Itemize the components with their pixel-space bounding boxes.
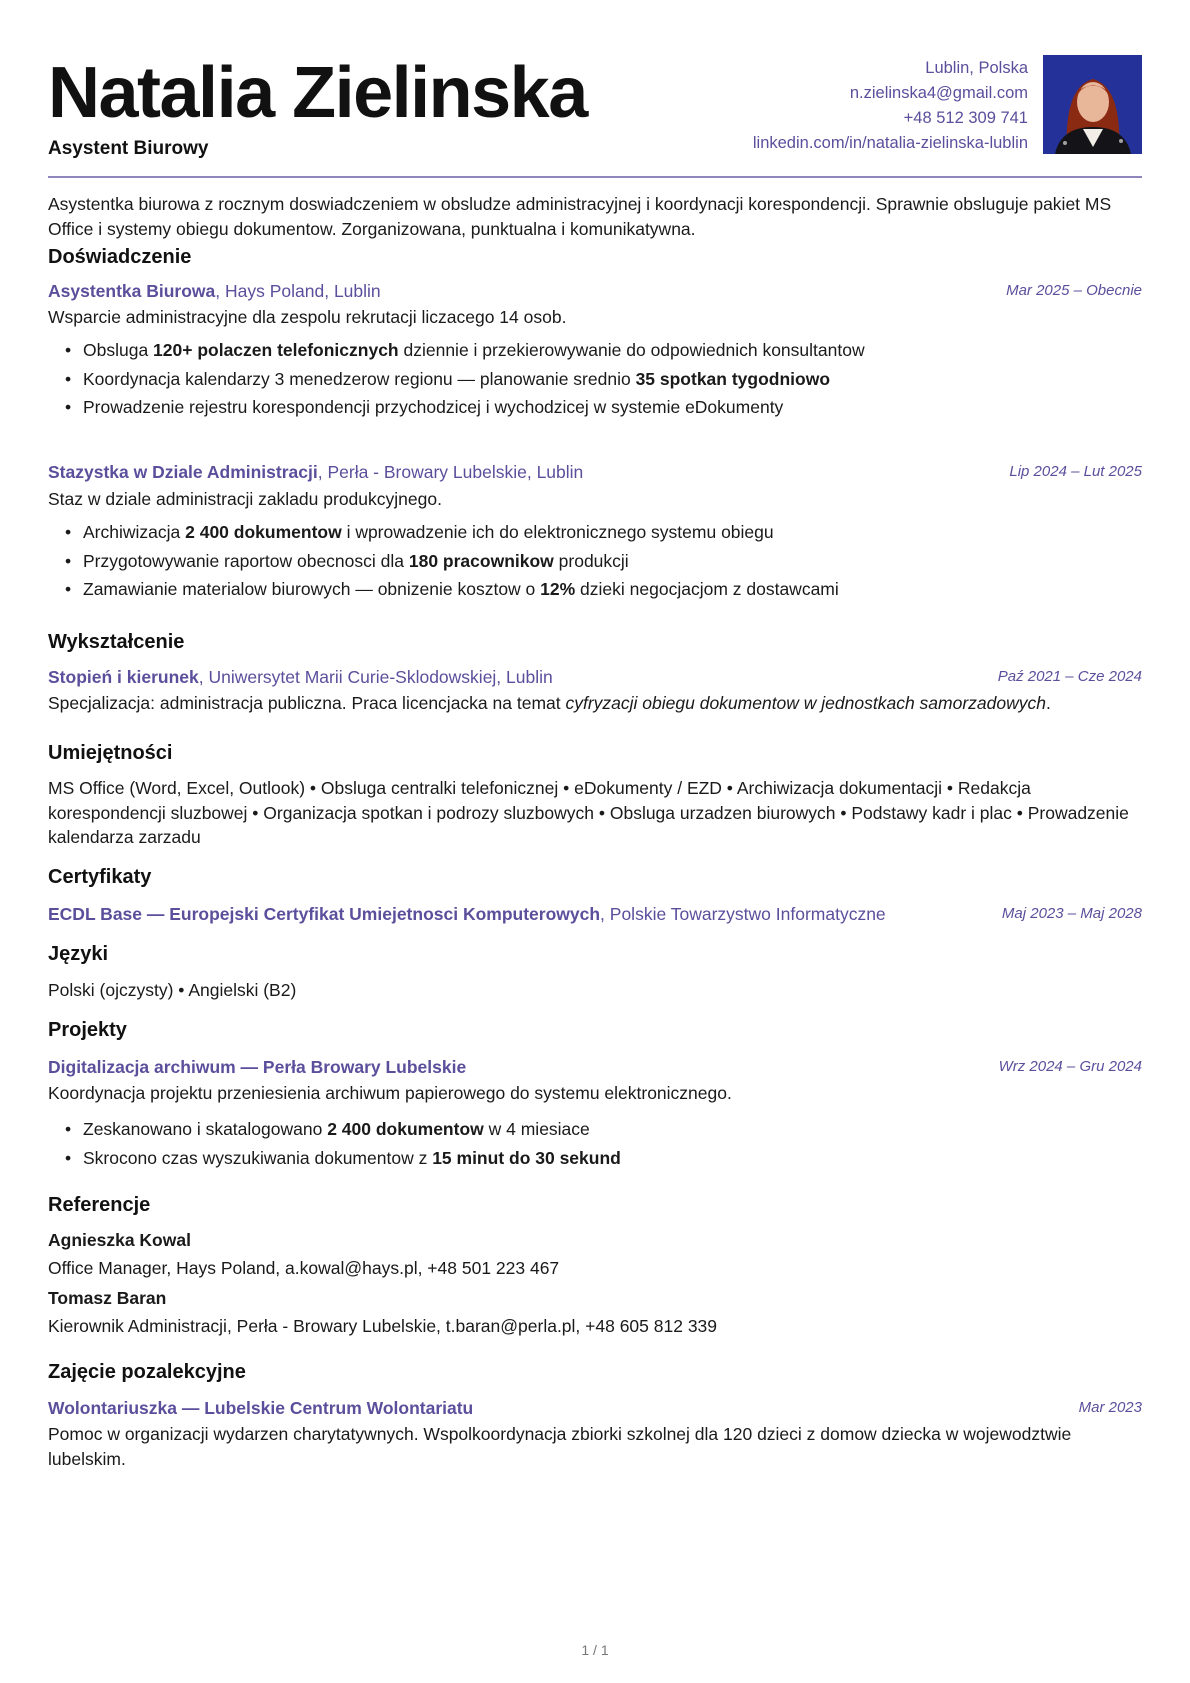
education-entry-head <box>48 665 1142 689</box>
list-item: • Przygotowywanie raportow obecnosci dla 180 pracownikow produkcji <box>83 547 839 576</box>
school-name: , Uniwersytet Marii Curie-Sklodowskiej, Lublin <box>198 667 553 687</box>
job-employer: , Hays Poland, Lublin <box>215 281 381 301</box>
reference-details: Office Manager, Hays Poland, a.kowal@hays.pl, +48 501 223 467 <box>48 1258 560 1278</box>
project-entry-head <box>48 1055 1142 1079</box>
header-divider <box>48 176 1142 178</box>
extracurricular-entry-head <box>48 1396 1142 1420</box>
education-date: Paź 2021 – Cze 2024 <box>997 668 1142 685</box>
section-title-education: Wykształcenie <box>48 631 185 653</box>
section-title-references: Referencje <box>48 1194 151 1216</box>
job-date: Mar 2025 – Obecnie <box>1006 282 1142 299</box>
job-date: Lip 2024 – Lut 2025 <box>1009 463 1142 480</box>
contact-block <box>753 56 1028 156</box>
certificate-date: Maj 2023 – Maj 2028 <box>1001 905 1142 922</box>
page-number: 1 / 1 <box>581 1642 609 1658</box>
degree-title: Stopień i kierunek <box>48 667 199 687</box>
project-description: Koordynacja projektu przeniesienia archiwum papierowego do systemu elektronicznego. <box>48 1083 732 1103</box>
resume-header <box>48 50 1142 176</box>
section-title-languages: Języki <box>48 943 109 965</box>
section-title-projects: Projekty <box>48 1019 127 1041</box>
list-item: • Koordynacja kalendarzy 3 menedzerow regionu — planowanie srednio 35 spotkan tygodniowo <box>83 365 865 394</box>
job-employer: , Perła - Browary Lubelskie, Lublin <box>317 462 584 482</box>
list-item: • Prowadzenie rejestru korespondencji przychodzicej i wychodzicej w systemie eDokumenty <box>83 393 865 422</box>
contact-location: Lublin, Polska <box>925 59 1028 77</box>
job-achievements-list <box>48 518 839 604</box>
profile-photo <box>1043 55 1142 154</box>
section-title-extracurricular: Zajęcie pozalekcyjne <box>48 1361 246 1383</box>
profile-photo-image <box>1043 55 1142 154</box>
job-achievements-list <box>48 336 865 422</box>
list-item: • Obsluga 120+ polaczen telefonicznych dziennie i przekierowywanie do odpowiednich konsultantow <box>83 336 865 365</box>
reference-details: Kierownik Administracji, Perła - Browary Lubelskie, t.baran@perla.pl, +48 605 812 339 <box>48 1316 718 1336</box>
experience-entry-2-head <box>48 460 1142 484</box>
job-title: Stazystka w Dziale Administracji <box>48 462 318 482</box>
section-title-certificates: Certyfikaty <box>48 866 152 888</box>
extracurricular-title: Wolontariuszka — Lubelskie Centrum Wolontariatu <box>48 1398 474 1418</box>
profile-summary: Asystentka biurowa z rocznym doswiadczeniem w obsludze administracyjnej i koordynacji korespondencji. Sprawnie obsluguje pakiet MS Office i systemy obiegu dokumentow. Zorganizowana, punktualna i komunikatywna. <box>48 194 1112 239</box>
candidate-name: Natalia Zielinska <box>48 53 587 133</box>
list-item: • Archiwizacja 2 400 dokumentow i wprowadzenie ich do elektronicznego systemu obiegu <box>83 518 839 547</box>
section-title-experience: Doświadczenie <box>48 246 192 268</box>
certificate-entry-head <box>48 902 1142 926</box>
candidate-role: Asystent Biurowy <box>48 138 209 159</box>
reference-name: Tomasz Baran <box>48 1288 167 1308</box>
list-item: • Skrocono czas wyszukiwania dokumentow z 15 minut do 30 sekund <box>83 1144 621 1173</box>
extracurricular-date: Mar 2023 <box>1078 1399 1142 1416</box>
extracurricular-description: Pomoc w organizacji wydarzen charytatywnych. Wspolkoordynacja zbiorki szkolnej dla 120 dzieci z domow dziecka w wojewodztwie lubelskim. <box>48 1424 1072 1469</box>
contact-email[interactable]: n.zielinska4@gmail.com <box>849 84 1028 102</box>
certificate-issuer: , Polskie Towarzystwo Informatyczne <box>600 904 886 924</box>
project-date: Wrz 2024 – Gru 2024 <box>998 1058 1142 1075</box>
job-description: Wsparcie administracyjne dla zespolu rekrutacji liczacego 14 osob. <box>48 307 567 327</box>
project-title: Digitalizacja archiwum — Perła Browary Lubelskie <box>48 1057 467 1077</box>
reference-name: Agnieszka Kowal <box>48 1230 191 1250</box>
experience-entry-1-head <box>48 279 1142 303</box>
list-item: • Zamawianie materialow biurowych — obnizenie kosztow o 12% dzieki negocjacjom z dostawcami <box>83 575 839 604</box>
contact-linkedin[interactable]: linkedin.com/in/natalia-zielinska-lublin <box>752 134 1028 152</box>
project-results-list <box>48 1115 621 1172</box>
resume-page <box>48 0 1142 1683</box>
list-item: • Zeskanowano i skatalogowano 2 400 dokumentow w 4 miesiace <box>83 1115 621 1144</box>
contact-phone[interactable]: +48 512 309 741 <box>903 109 1028 127</box>
job-description: Staz w dziale administracji zakladu produkcyjnego. <box>48 489 442 509</box>
skills-list: MS Office (Word, Excel, Outlook) • Obsluga centralki telefonicznej • eDokumenty / EZD • Archiwizacja dokumentacji • Redakcja korespondencji sluzbowej • Organizacja spotkan i podrozy sluzbowych • Obsluga urzadzen biurowych • Podstawy kadr i plac • Prowadzenie kalendarza zarzadu <box>48 778 1129 847</box>
education-description: Specjalizacja: administracja publiczna. Praca licencjacka na temat cyfryzacji obiegu dokumentow w jednostkach samorzadowych. <box>48 693 1051 713</box>
certificate-title: ECDL Base — Europejski Certyfikat Umiejetnosci Komputerowych <box>48 904 601 924</box>
languages-list: Polski (ojczysty) • Angielski (B2) <box>48 980 297 1000</box>
section-title-skills: Umiejętności <box>48 742 173 764</box>
job-title: Asystentka Biurowa <box>48 281 216 301</box>
